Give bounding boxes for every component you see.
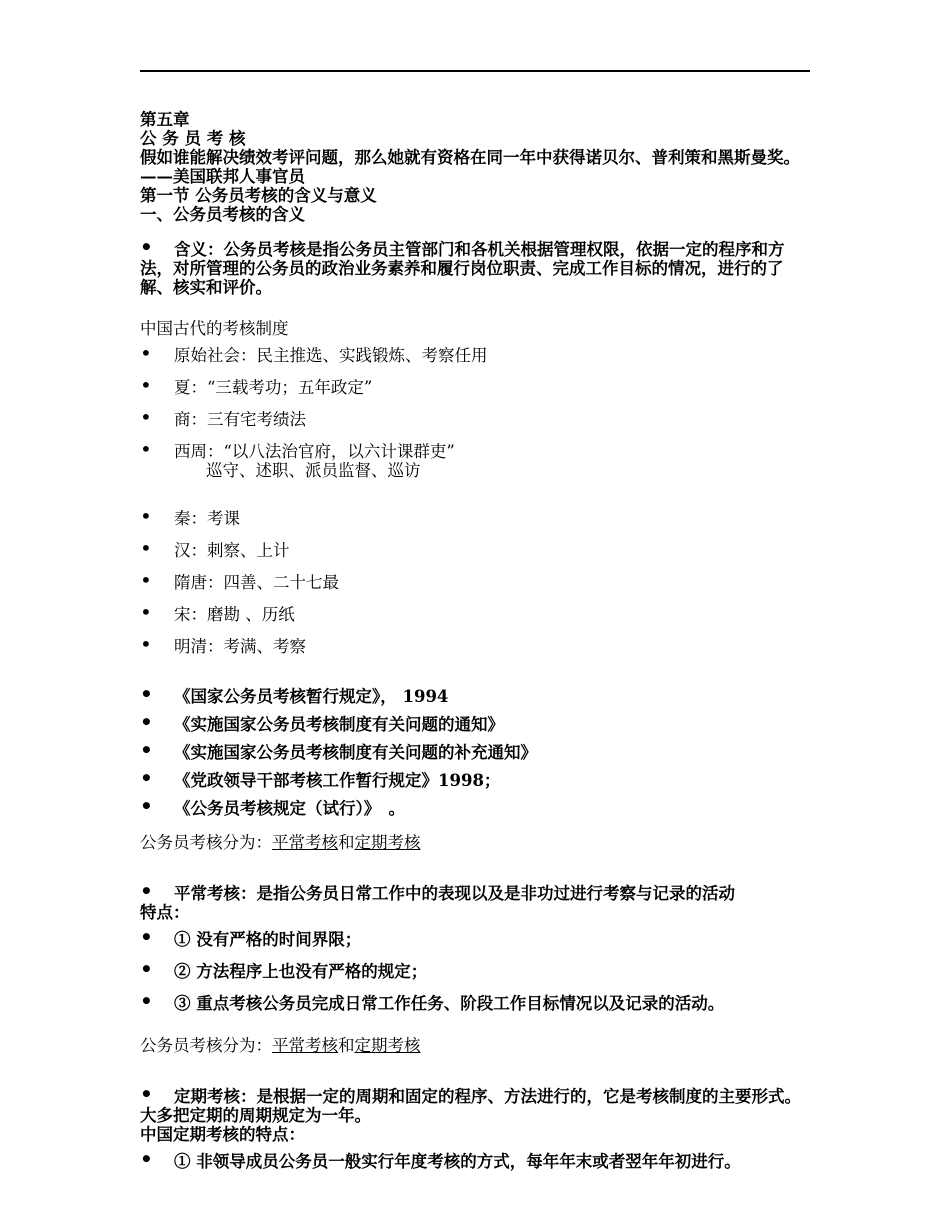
list-item: • 原始社会：民主推选、实践锻炼、考察任用: [140, 346, 810, 365]
regulation-item: • 《公务员考核规定（试行）》 。: [140, 799, 810, 818]
section-heading: 第一节 公务员考核的含义与意义: [140, 186, 377, 205]
periodic-type: 定期考核: [354, 1036, 421, 1055]
regular-type: 平常考核: [272, 1036, 338, 1055]
regular-type: 平常考核: [272, 833, 338, 852]
features-label: 特点：: [140, 903, 190, 922]
regulation-item: • 《党政领导干部考核工作暂行规定》1998；: [140, 771, 810, 790]
list-sub-item: 巡守、述职、派员监督、巡访: [206, 461, 421, 480]
regulation-item: • 《实施国家公务员考核制度有关问题的补充通知》: [140, 743, 810, 762]
list-item: • 明清：考满、考察: [140, 637, 810, 656]
ancient-title: 中国古代的考核制度: [140, 319, 289, 338]
feature-item: • ① 没有严格的时间界限；: [140, 930, 810, 949]
types-line: 公务员考核分为：平常考核和定期考核: [140, 1036, 421, 1055]
feature-item: • ③ 重点考核公务员完成日常工作任务、阶段工作目标情况以及记录的活动。: [140, 994, 810, 1013]
chapter-label: 第五章: [140, 110, 190, 129]
list-item: • 商：三有宅考绩法: [140, 410, 810, 429]
quote-author: ——美国联邦人事官员: [140, 167, 305, 186]
document-body: [140, 110, 810, 1184]
list-item: • 隋唐：四善、二十七最: [140, 573, 810, 592]
list-item: • 宋：磨勘 、历纸: [140, 605, 810, 624]
quote: 假如谁能解决绩效考评问题，那么她就有资格在同一年中获得诺贝尔、普利策和黑斯曼奖。: [140, 148, 800, 167]
periodic-features-label: 中国定期考核的特点：: [140, 1125, 305, 1144]
header-rule: [140, 70, 810, 72]
list-item: • 夏：“三载考功；五年政定”: [140, 378, 810, 397]
feature-item: • ② 方法程序上也没有严格的规定；: [140, 962, 810, 981]
subsection-heading: 一、公务员考核的含义: [140, 205, 305, 224]
regular-definition: • 平常考核：是指公务员日常工作中的表现以及是非功过进行考察与记录的活动: [140, 884, 810, 903]
list-item: • 西周：“以八法治官府，以六计课群吏” 巡守、述职、派员监督、巡访: [140, 442, 810, 480]
feature-item: • ① 非领导成员公务员一般实行年度考核的方式，每年年末或者翌年年初进行。: [140, 1152, 810, 1171]
periodic-type: 定期考核: [354, 833, 421, 852]
definition-paragraph: • 含义：公务员考核是指公务员主管部门和各机关根据管理权限，依据一定的程序和方法，对所管理的公务员的政治业务素养和履行岗位职责、完成工作目标的情况，进行的了解、核实和评价。: [140, 240, 810, 297]
types-line: 公务员考核分为：平常考核和定期考核: [140, 833, 421, 852]
list-item: • 汉：刺察、上计: [140, 541, 810, 560]
chapter-title: 公 务 员 考 核: [140, 129, 246, 148]
list-item: • 秦：考课: [140, 509, 810, 528]
regulation-item: • 《国家公务员考核暂行规定》， 1994: [140, 687, 810, 706]
periodic-definition: • 定期考核：是根据一定的周期和固定的程序、方法进行的，它是考核制度的主要形式。大多把定期的周期规定为一年。: [140, 1087, 810, 1125]
regulation-item: • 《实施国家公务员考核制度有关问题的通知》: [140, 715, 810, 734]
